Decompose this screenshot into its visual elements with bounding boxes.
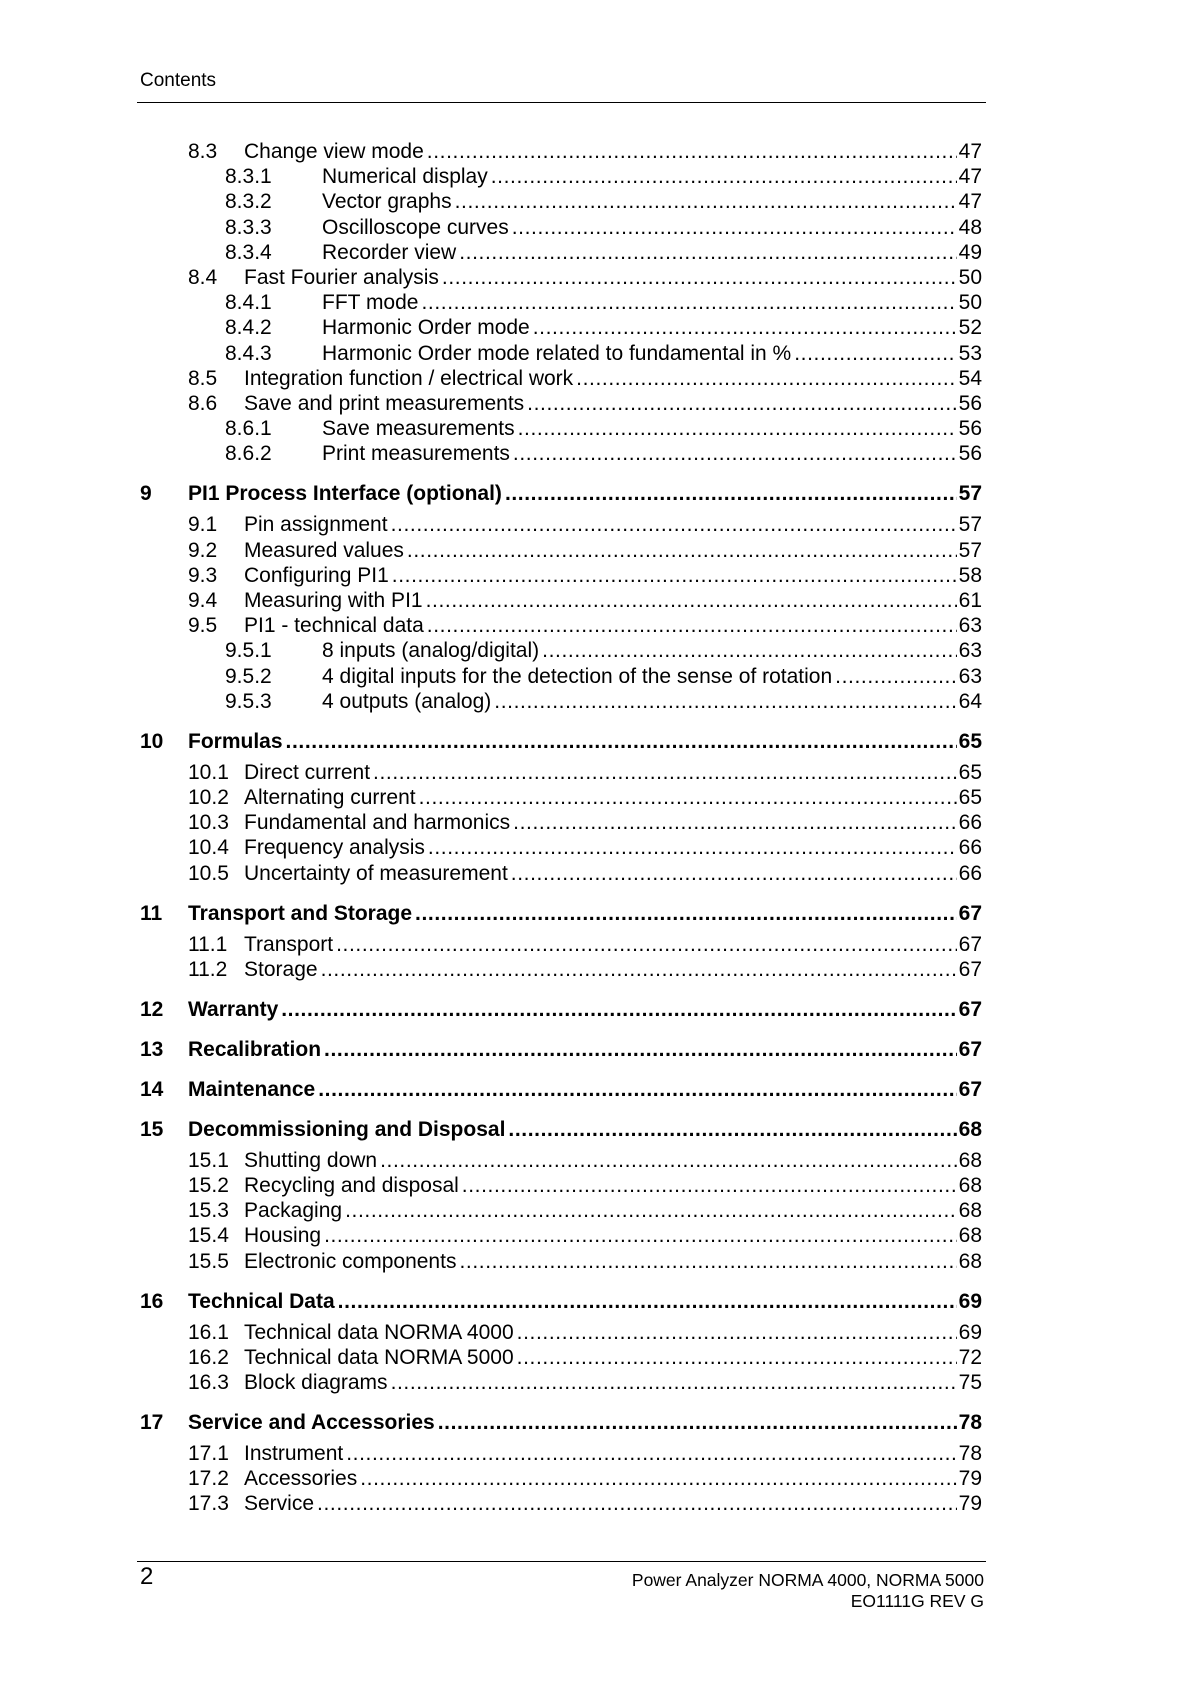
- toc-entry-title: Service: [244, 1492, 315, 1516]
- toc-dot-leader: [426, 589, 957, 613]
- toc-section-entry[interactable]: [188, 1467, 982, 1491]
- toc-dot-leader: [428, 836, 957, 860]
- toc-section-entry[interactable]: [188, 1149, 982, 1173]
- toc-entry-page: 69: [958, 1320, 982, 1344]
- toc-entry-number: 8.3.3: [225, 215, 272, 239]
- toc-entry-page: 79: [958, 1467, 982, 1491]
- toc-section-entry[interactable]: [188, 862, 982, 886]
- toc-entry-title: Service and Accessories: [188, 1411, 435, 1434]
- toc-section-entry[interactable]: [225, 665, 982, 689]
- toc-entry-title: Harmonic Order mode related to fundamental in %: [322, 341, 792, 365]
- toc-chapter-entry[interactable]: [140, 1118, 982, 1142]
- toc-entry-number: 15.5: [188, 1249, 229, 1273]
- toc-entry-title: Direct current: [244, 760, 371, 784]
- toc-section-entry[interactable]: [188, 1250, 982, 1274]
- toc-entry-page: 56: [958, 417, 982, 441]
- toc-entry-page: 67: [958, 901, 982, 925]
- toc-entry-page: 47: [958, 190, 982, 214]
- toc-entry-page: 75: [958, 1371, 982, 1394]
- toc-dot-leader: [491, 165, 957, 189]
- toc-entry-page: 78: [958, 1442, 982, 1465]
- toc-entry-title: Recorder view: [322, 240, 457, 264]
- toc-entry-title: Measuring with PI1: [244, 589, 423, 612]
- toc-dot-leader: [427, 614, 957, 638]
- page-header-title: Contents: [140, 70, 217, 91]
- toc-entry-number: 9: [140, 482, 152, 506]
- toc-chapter-entry[interactable]: [140, 1078, 982, 1102]
- toc-section-entry[interactable]: [188, 614, 982, 638]
- toc-entry-page: 54: [958, 366, 982, 390]
- toc-entry-page: 67: [958, 1077, 982, 1101]
- toc-section-entry[interactable]: [188, 564, 982, 588]
- toc-section-entry[interactable]: [225, 241, 982, 265]
- toc-entry-title: Decommissioning and Disposal: [188, 1117, 506, 1141]
- toc-entry-title: PI1 Process Interface (optional): [188, 482, 502, 506]
- toc-section-entry[interactable]: [188, 761, 982, 785]
- toc-section-entry[interactable]: [188, 1371, 982, 1395]
- toc-section-entry[interactable]: [188, 1174, 982, 1198]
- toc-entry-page: 68: [958, 1199, 982, 1223]
- toc-section-entry[interactable]: [188, 836, 982, 860]
- toc-dot-leader: [427, 140, 957, 164]
- toc-chapter-entry[interactable]: [140, 1411, 982, 1435]
- toc-entry-page: 66: [958, 861, 982, 885]
- toc-entry-title: Change view mode: [244, 140, 424, 163]
- toc-entry-title: 8 inputs (analog/digital): [322, 639, 540, 663]
- toc-dot-leader: [338, 1290, 957, 1314]
- toc-section-entry[interactable]: [188, 392, 982, 416]
- toc-dot-leader: [508, 1118, 956, 1142]
- toc-entry-number: 14: [140, 1077, 164, 1101]
- toc-entry-number: 17.1: [188, 1442, 229, 1465]
- toc-entry-title: Instrument: [244, 1442, 344, 1465]
- toc-entry-number: 11: [140, 901, 163, 925]
- toc-entry-title: Electronic components: [244, 1249, 457, 1273]
- toc-entry-title: Shutting down: [244, 1148, 378, 1172]
- toc-entry-number: 9.3: [188, 563, 218, 587]
- toc-entry-title: Measured values: [244, 538, 404, 562]
- toc-entry-page: 72: [958, 1345, 982, 1369]
- toc-entry-title: Alternating current: [244, 786, 416, 809]
- toc-section-entry[interactable]: [225, 316, 982, 340]
- toc-dot-leader: [407, 539, 957, 563]
- toc-dot-leader: [542, 639, 957, 663]
- toc-dot-leader: [321, 958, 957, 982]
- toc-entry-number: 8.3.2: [225, 190, 272, 214]
- toc-entry-number: 10.2: [188, 786, 229, 809]
- toc-entry-title: Vector graphs: [322, 190, 452, 214]
- toc-entry-number: 9.2: [188, 538, 218, 562]
- toc-dot-leader: [459, 241, 956, 265]
- toc-entry-page: 65: [958, 729, 982, 753]
- toc-entry-title: 4 outputs (analog): [322, 689, 492, 713]
- toc-entry-number: 16.2: [188, 1345, 229, 1369]
- toc-section-entry[interactable]: [188, 1224, 982, 1248]
- toc-section-entry[interactable]: [225, 190, 982, 214]
- toc-dot-leader: [373, 761, 957, 785]
- toc-entry-title: Harmonic Order mode: [322, 316, 530, 340]
- toc-entry-number: 16: [140, 1289, 164, 1313]
- toc-entry-number: 8.3.4: [225, 240, 272, 264]
- toc-entry-number: 9.4: [188, 589, 218, 612]
- toc-dot-leader: [317, 1492, 957, 1516]
- toc-entry-title: Uncertainty of measurement: [244, 861, 508, 885]
- toc-entry-number: 11.2: [188, 957, 228, 981]
- toc-entry-title: 4 digital inputs for the detection of the sense of rotation: [322, 664, 833, 688]
- toc-entry-page: 58: [958, 563, 982, 587]
- toc-dot-leader: [533, 316, 957, 340]
- toc-entry-number: 15.2: [188, 1174, 229, 1197]
- toc-dot-leader: [336, 933, 957, 957]
- toc-entry-number: 8.6: [188, 392, 218, 415]
- toc-dot-leader: [517, 1346, 957, 1370]
- toc-entry-page: 68: [958, 1224, 982, 1248]
- toc-entry-number: 9.1: [188, 513, 218, 537]
- toc-entry-number: 10.3: [188, 811, 229, 835]
- toc-entry-page: 63: [958, 614, 982, 638]
- toc-dot-leader: [794, 342, 956, 366]
- toc-dot-leader: [380, 1149, 957, 1173]
- toc-entry-number: 11.1: [188, 932, 228, 956]
- toc-section-entry[interactable]: [225, 165, 982, 189]
- toc-entry-number: 13: [140, 1037, 164, 1061]
- toc-entry-page: 50: [958, 291, 982, 315]
- toc-entry-number: 17.3: [188, 1492, 229, 1516]
- toc-entry-page: 68: [958, 1148, 982, 1172]
- toc-entry-title: Integration function / electrical work: [244, 366, 574, 390]
- toc-entry-title: FFT mode: [322, 291, 419, 315]
- toc-entry-title: Technical data NORMA 5000: [244, 1345, 514, 1369]
- toc-entry-page: 69: [958, 1289, 982, 1313]
- toc-section-entry[interactable]: [225, 291, 982, 315]
- toc-entry-title: Save measurements: [322, 417, 515, 441]
- toc-dot-leader: [324, 1038, 957, 1062]
- toc-entry-title: Frequency analysis: [244, 836, 425, 860]
- toc-entry-number: 15: [140, 1117, 164, 1141]
- header-divider: [137, 102, 986, 103]
- toc-dot-leader: [513, 442, 957, 466]
- toc-entry-number: 9.5.3: [225, 689, 272, 713]
- toc-section-entry[interactable]: [188, 786, 982, 810]
- toc-dot-leader: [517, 1321, 957, 1345]
- toc-section-entry[interactable]: [188, 1492, 982, 1516]
- toc-dot-leader: [318, 1078, 956, 1102]
- toc-entry-page: 61: [958, 589, 982, 612]
- toc-entry-title: Configuring PI1: [244, 563, 389, 587]
- toc-entry-title: Fast Fourier analysis: [244, 266, 439, 289]
- toc-entry-title: Storage: [244, 957, 318, 981]
- toc-entry-number: 10.5: [188, 861, 229, 885]
- toc-dot-leader: [346, 1442, 956, 1466]
- toc-dot-leader: [459, 1250, 956, 1274]
- toc-dot-leader: [505, 482, 957, 506]
- toc-entry-number: 8.4.3: [225, 341, 272, 365]
- toc-entry-number: 16.3: [188, 1371, 229, 1394]
- toc-entry-page: 67: [958, 997, 982, 1021]
- toc-dot-leader: [324, 1224, 957, 1248]
- toc-section-entry[interactable]: [188, 513, 982, 537]
- toc-entry-title: Print measurements: [322, 442, 510, 466]
- toc-entry-title: Numerical display: [322, 165, 488, 189]
- toc-entry-title: Block diagrams: [244, 1371, 388, 1394]
- toc-section-entry[interactable]: [188, 1199, 982, 1223]
- toc-entry-page: 68: [958, 1174, 982, 1197]
- toc-section-entry[interactable]: [188, 933, 982, 957]
- toc-dot-leader: [512, 216, 957, 240]
- toc-entry-page: 66: [958, 836, 982, 860]
- toc-entry-page: 67: [958, 932, 982, 956]
- toc-entry-number: 8.4.2: [225, 316, 272, 340]
- toc-dot-leader: [518, 417, 957, 441]
- toc-entry-page: 47: [958, 140, 982, 163]
- toc-section-entry[interactable]: [188, 1346, 982, 1370]
- footer-doc-code: EO1111G REV G: [850, 1591, 984, 1611]
- toc-dot-leader: [345, 1199, 957, 1223]
- toc-entry-page: 53: [958, 341, 982, 365]
- toc-entry-number: 10.4: [188, 836, 229, 860]
- toc-section-entry[interactable]: [188, 367, 982, 391]
- toc-dot-leader: [455, 190, 957, 214]
- footer-divider: [137, 1561, 986, 1562]
- toc-entry-number: 10: [140, 729, 164, 753]
- toc-entry-number: 9.5.1: [225, 639, 272, 663]
- toc-entry-page: 63: [958, 664, 982, 688]
- toc-entry-title: Fundamental and harmonics: [244, 811, 511, 835]
- toc-section-entry[interactable]: [188, 539, 982, 563]
- toc-entry-title: Save and print measurements: [244, 392, 525, 415]
- toc-entry-page: 57: [958, 482, 982, 506]
- toc-entry-page: 66: [958, 811, 982, 835]
- toc-entry-number: 8.6.2: [225, 442, 272, 466]
- toc-chapter-entry[interactable]: [140, 1038, 982, 1062]
- toc-dot-leader: [391, 513, 957, 537]
- toc-section-entry[interactable]: [188, 958, 982, 982]
- toc-section-entry[interactable]: [188, 1442, 982, 1466]
- toc-entry-page: 52: [958, 316, 982, 340]
- toc-entry-page: 56: [958, 442, 982, 466]
- toc-entry-title: Housing: [244, 1224, 322, 1248]
- toc-entry-page: 64: [958, 689, 982, 713]
- toc-dot-leader: [391, 1371, 957, 1395]
- toc-entry-page: 67: [958, 957, 982, 981]
- toc-entry-title: Accessories: [244, 1467, 358, 1491]
- toc-section-entry[interactable]: [225, 690, 982, 714]
- toc-dot-leader: [286, 730, 957, 754]
- toc-entry-number: 15.1: [188, 1148, 229, 1172]
- toc-entry-page: 65: [958, 786, 982, 809]
- toc-dot-leader: [513, 811, 956, 835]
- toc-entry-page: 67: [958, 1037, 982, 1061]
- toc-entry-page: 49: [958, 240, 982, 264]
- toc-dot-leader: [438, 1411, 957, 1435]
- toc-entry-title: Packaging: [244, 1199, 343, 1223]
- toc-entry-page: 78: [958, 1411, 982, 1434]
- toc-entry-number: 8.4: [188, 266, 218, 289]
- toc-entry-title: Transport: [244, 932, 334, 956]
- footer-doc-title: Power Analyzer NORMA 4000, NORMA 5000: [631, 1570, 984, 1590]
- toc-entry-page: 47: [958, 165, 982, 189]
- toc-entry-title: Pin assignment: [244, 513, 388, 537]
- toc-entry-number: 9.5.2: [225, 664, 272, 688]
- toc-entry-number: 10.1: [188, 760, 229, 784]
- toc-dot-leader: [360, 1467, 956, 1491]
- toc-entry-page: 68: [958, 1249, 982, 1273]
- toc-entry-page: 56: [958, 392, 982, 415]
- toc-entry-title: Technical Data: [188, 1289, 335, 1313]
- toc-section-entry[interactable]: [225, 639, 982, 663]
- toc-dot-leader: [835, 665, 956, 689]
- toc-entry-page: 63: [958, 639, 982, 663]
- toc-dot-leader: [281, 998, 956, 1022]
- toc-entry-number: 12: [140, 997, 164, 1021]
- toc-entry-page: 48: [958, 215, 982, 239]
- toc-entry-title: Recalibration: [188, 1037, 322, 1061]
- toc-entry-number: 17: [140, 1411, 164, 1434]
- toc-dot-leader: [576, 367, 956, 391]
- toc-entry-number: 15.3: [188, 1199, 229, 1223]
- toc-entry-number: 8.4.1: [225, 291, 272, 315]
- toc-dot-leader: [392, 564, 957, 588]
- toc-dot-leader: [527, 392, 956, 416]
- toc-chapter-entry[interactable]: [140, 730, 982, 754]
- toc-section-entry[interactable]: [188, 811, 982, 835]
- toc-section-entry[interactable]: [188, 589, 982, 613]
- toc-entry-page: 65: [958, 760, 982, 784]
- toc-entry-number: 15.4: [188, 1224, 229, 1248]
- toc-entry-number: 8.5: [188, 366, 218, 390]
- toc-entry-title: PI1 - technical data: [244, 614, 424, 638]
- toc-chapter-entry[interactable]: [140, 902, 982, 926]
- toc-dot-leader: [419, 786, 957, 810]
- toc-entry-title: Transport and Storage: [188, 901, 413, 925]
- toc-dot-leader: [415, 902, 957, 926]
- footer-doc-info: [632, 1570, 984, 1612]
- toc-dot-leader: [511, 862, 957, 886]
- toc-entry-page: 57: [958, 538, 982, 562]
- toc-section-entry[interactable]: [188, 140, 982, 164]
- toc-section-entry[interactable]: [225, 417, 982, 441]
- toc-entry-title: Warranty: [188, 997, 279, 1021]
- toc-section-entry[interactable]: [188, 266, 982, 290]
- toc-chapter-entry[interactable]: [140, 998, 982, 1022]
- toc-dot-leader: [494, 690, 956, 714]
- toc-entry-number: 16.1: [188, 1320, 229, 1344]
- toc-entry-number: 9.5: [188, 614, 218, 638]
- toc-entry-title: Maintenance: [188, 1077, 316, 1101]
- toc-entry-page: 79: [958, 1492, 982, 1516]
- toc-section-entry[interactable]: [188, 1321, 982, 1345]
- toc-entry-number: 17.2: [188, 1467, 229, 1491]
- toc-entry-title: Technical data NORMA 4000: [244, 1320, 514, 1344]
- toc-section-entry[interactable]: [225, 442, 982, 466]
- toc-dot-leader: [421, 291, 956, 315]
- toc-chapter-entry[interactable]: [140, 1290, 982, 1314]
- toc-entry-title: Formulas: [188, 729, 283, 753]
- toc-entry-number: 8.6.1: [225, 417, 272, 441]
- toc-entry-number: 8.3: [188, 140, 218, 163]
- toc-dot-leader: [442, 266, 957, 290]
- toc-section-entry[interactable]: [225, 216, 982, 240]
- toc-entry-title: Oscilloscope curves: [322, 215, 509, 239]
- toc-section-entry[interactable]: [225, 342, 982, 366]
- toc-entry-page: 50: [958, 266, 982, 289]
- toc-entry-page: 68: [958, 1117, 982, 1141]
- toc-dot-leader: [462, 1174, 957, 1198]
- toc-entry-title: Recycling and disposal: [244, 1174, 459, 1197]
- toc-entry-page: 57: [958, 513, 982, 537]
- toc-chapter-entry[interactable]: [140, 482, 982, 506]
- footer-page-number: 2: [140, 1563, 154, 1590]
- toc-entry-number: 8.3.1: [225, 165, 272, 189]
